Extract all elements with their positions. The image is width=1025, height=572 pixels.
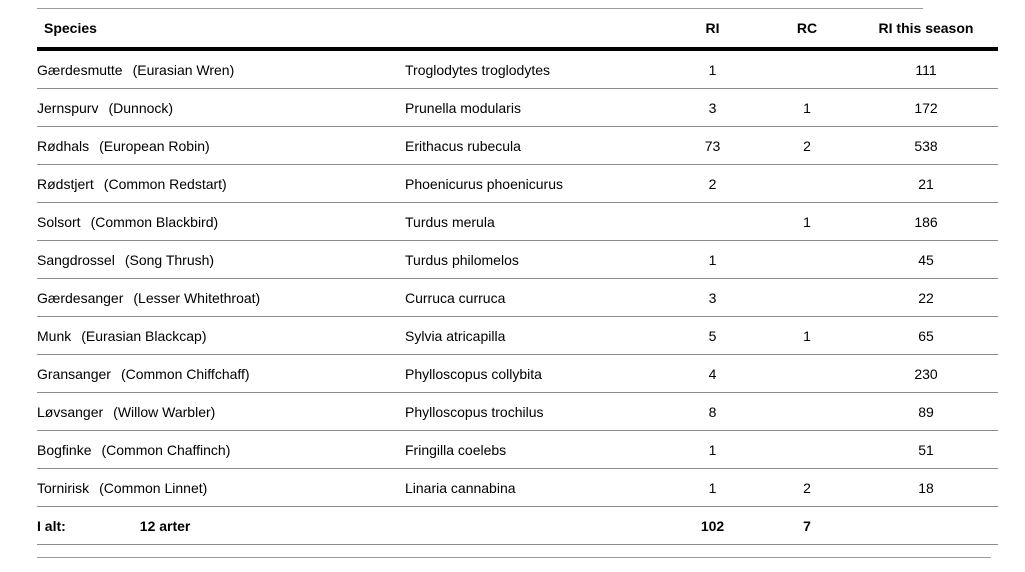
danish-name: Jernspurv	[37, 99, 99, 116]
table-row	[37, 279, 998, 317]
ri-season-value: 111	[854, 49, 998, 89]
species-name-cell	[37, 431, 405, 469]
rc-value	[760, 355, 854, 393]
ri-season-value: 51	[854, 431, 998, 469]
english-name: (Song Thrush)	[124, 251, 215, 268]
ri-value: 4	[665, 355, 760, 393]
english-name: (European Robin)	[99, 137, 210, 154]
danish-name: Gransanger	[37, 365, 111, 382]
ri-value: 3	[665, 89, 760, 127]
english-name: (Common Blackbird)	[90, 213, 219, 230]
ri-season-value: 89	[854, 393, 998, 431]
rc-value	[760, 49, 854, 89]
species-name-cell	[37, 393, 405, 431]
english-name: (Willow Warbler)	[113, 403, 216, 420]
english-name: (Common Redstart)	[103, 175, 227, 192]
table-row	[37, 49, 998, 89]
danish-name: Gærdesmutte	[37, 61, 123, 78]
danish-name: Munk	[37, 327, 72, 344]
ri-value: 3	[665, 279, 760, 317]
header-ri-season: RI this season	[854, 9, 998, 49]
english-name: (Dunnock)	[108, 99, 174, 116]
english-name: (Common Linnet)	[99, 479, 208, 496]
ri-season-value: 22	[854, 279, 998, 317]
scientific-name: Linaria cannabina	[405, 469, 665, 507]
table-header	[37, 9, 998, 49]
species-name-cell	[37, 279, 405, 317]
rc-value	[760, 241, 854, 279]
scientific-name: Troglodytes troglodytes	[405, 49, 665, 89]
total-row	[37, 507, 998, 545]
ri-season-value: 21	[854, 165, 998, 203]
species-name-cell	[37, 89, 405, 127]
danish-name: Solsort	[37, 213, 81, 230]
scientific-name: Turdus philomelos	[405, 241, 665, 279]
danish-name: Rødstjert	[37, 175, 94, 192]
rc-value: 1	[760, 203, 854, 241]
species-name-cell	[37, 127, 405, 165]
scientific-name: Phylloscopus collybita	[405, 355, 665, 393]
danish-name: Tornirisk	[37, 479, 90, 496]
species-table	[37, 9, 998, 545]
scientific-name: Phylloscopus trochilus	[405, 393, 665, 431]
ri-value: 8	[665, 393, 760, 431]
english-name: (Eurasian Blackcap)	[81, 327, 207, 344]
danish-name: Bogfinke	[37, 441, 92, 458]
table-row	[37, 469, 998, 507]
danish-name: Løvsanger	[37, 403, 104, 420]
danish-name: Rødhals	[37, 137, 90, 154]
header-row	[37, 9, 998, 49]
ri-season-value: 45	[854, 241, 998, 279]
scientific-name: Curruca curruca	[405, 279, 665, 317]
species-name-cell	[37, 355, 405, 393]
danish-name: Gærdesanger	[37, 289, 124, 306]
table-row	[37, 317, 998, 355]
rc-value: 1	[760, 317, 854, 355]
ri-value: 1	[665, 469, 760, 507]
english-name: (Common Chiffchaff)	[120, 365, 250, 382]
table-row	[37, 355, 998, 393]
rc-value	[760, 165, 854, 203]
scientific-name: Phoenicurus phoenicurus	[405, 165, 665, 203]
ri-season-value: 186	[854, 203, 998, 241]
table-row	[37, 89, 998, 127]
english-name: (Common Chaffinch)	[101, 441, 231, 458]
ri-season-value: 172	[854, 89, 998, 127]
rc-value	[760, 279, 854, 317]
bottom-divider	[37, 557, 991, 558]
total-cell	[37, 507, 405, 545]
table-row	[37, 431, 998, 469]
species-name-cell	[37, 469, 405, 507]
total-scientific	[405, 507, 665, 545]
total-rc: 7	[760, 507, 854, 545]
table-body	[37, 49, 998, 507]
rc-value: 2	[760, 127, 854, 165]
ri-value: 5	[665, 317, 760, 355]
total-ri: 102	[665, 507, 760, 545]
ri-value: 2	[665, 165, 760, 203]
table-row	[37, 241, 998, 279]
ri-season-value: 18	[854, 469, 998, 507]
scientific-name: Fringilla coelebs	[405, 431, 665, 469]
header-rc: RC	[760, 9, 854, 49]
species-name-cell	[37, 241, 405, 279]
rc-value	[760, 393, 854, 431]
species-name-cell	[37, 317, 405, 355]
rc-value: 1	[760, 89, 854, 127]
english-name: (Lesser Whitethroat)	[133, 289, 261, 306]
species-name-cell	[37, 165, 405, 203]
total-label: I alt:	[37, 517, 66, 534]
header-species: Species	[37, 9, 405, 49]
header-scientific	[405, 9, 665, 49]
table-row	[37, 393, 998, 431]
ri-value: 1	[665, 49, 760, 89]
rc-value	[760, 431, 854, 469]
ri-season-value: 538	[854, 127, 998, 165]
ri-value: 1	[665, 241, 760, 279]
species-name-cell	[37, 203, 405, 241]
species-name-cell	[37, 49, 405, 89]
table-row	[37, 127, 998, 165]
danish-name: Sangdrossel	[37, 251, 115, 268]
table-row	[37, 203, 998, 241]
ri-season-value: 230	[854, 355, 998, 393]
total-ri-season	[854, 507, 998, 545]
ri-value: 1	[665, 431, 760, 469]
scientific-name: Erithacus rubecula	[405, 127, 665, 165]
scientific-name: Turdus merula	[405, 203, 665, 241]
rc-value: 2	[760, 469, 854, 507]
table-footer	[37, 507, 998, 545]
scientific-name: Sylvia atricapilla	[405, 317, 665, 355]
table-row	[37, 165, 998, 203]
total-species-count: 12 arter	[139, 517, 191, 534]
english-name: (Eurasian Wren)	[132, 61, 235, 78]
scientific-name: Prunella modularis	[405, 89, 665, 127]
ri-season-value: 65	[854, 317, 998, 355]
header-ri: RI	[665, 9, 760, 49]
ri-value	[665, 203, 760, 241]
ri-value: 73	[665, 127, 760, 165]
